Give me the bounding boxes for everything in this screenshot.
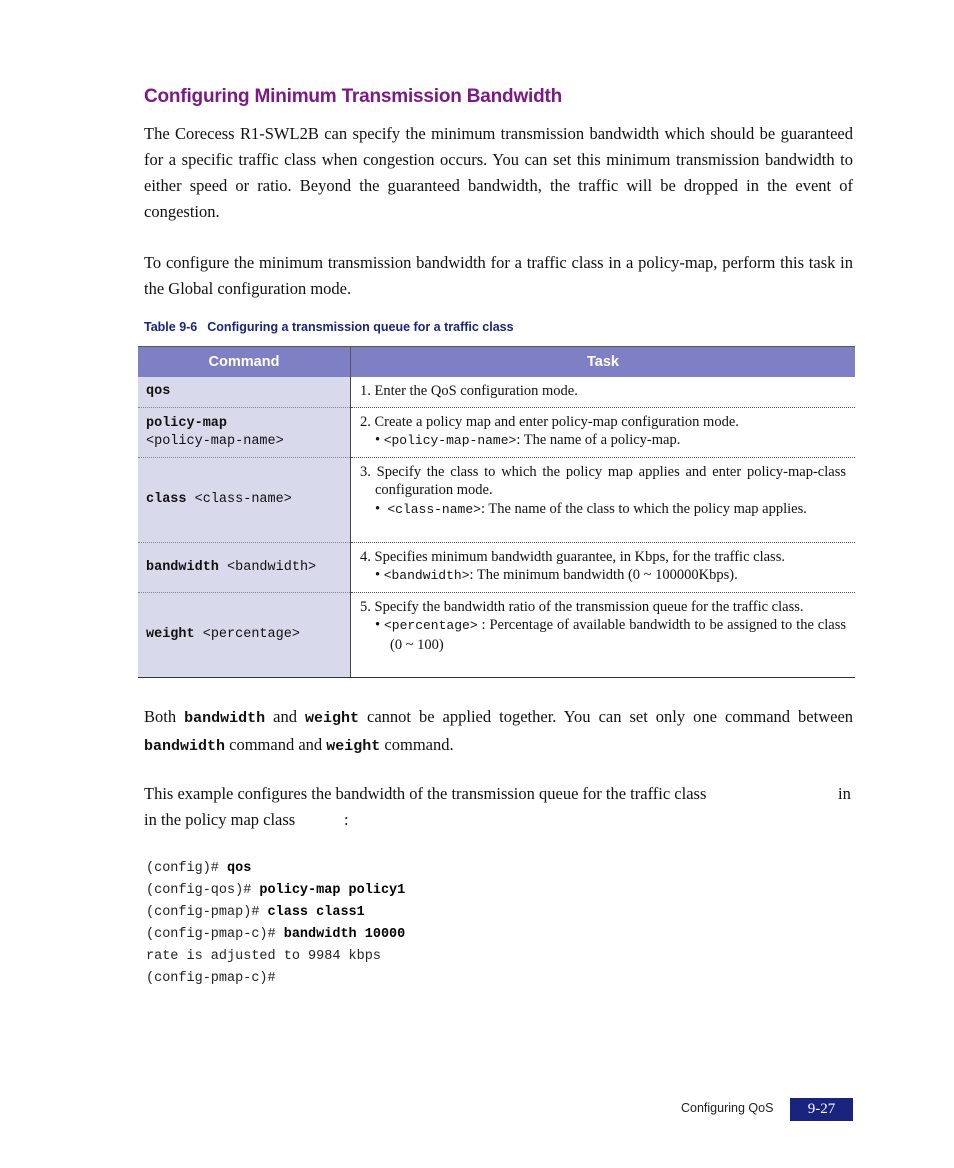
header-command: Command	[138, 347, 351, 378]
code-command: policy-map policy1	[259, 883, 406, 898]
table-row	[138, 377, 855, 407]
page-number: 9-27	[790, 1098, 853, 1121]
note-paragraph	[144, 704, 853, 760]
command-argument: <class-name>	[194, 492, 292, 507]
code-output: rate is adjusted to 9984 kbps	[146, 949, 381, 964]
table-row	[138, 407, 855, 457]
command-cell	[138, 542, 351, 592]
code-line	[146, 924, 405, 946]
command-cell	[138, 457, 351, 542]
task-step: 4. Specifies minimum bandwidth guarantee, in Kbps, for the traffic class.	[360, 548, 785, 565]
code-prompt: (config-pmap-c)#	[146, 971, 276, 986]
code-line	[146, 858, 405, 880]
bullet-text: : The minimum bandwidth (0 ~ 100000Kbps).	[469, 567, 738, 583]
code-example	[146, 858, 405, 990]
command-cell	[138, 407, 351, 457]
note-keyword: bandwidth	[184, 710, 266, 727]
bullet-argument: <percentage>	[384, 618, 478, 633]
table-caption	[144, 320, 514, 334]
bullet-text: : The name of a policy-map.	[516, 432, 681, 448]
example-text: in the policy map class	[144, 810, 296, 829]
bullet-argument: <class-name>	[387, 501, 481, 517]
note-text: command and	[225, 735, 327, 754]
table-row	[138, 542, 855, 592]
command-keyword: class	[146, 492, 187, 507]
table-row	[138, 592, 855, 677]
example-colon: :	[344, 810, 349, 829]
code-line	[146, 968, 405, 990]
section-title: Configuring Minimum Transmission Bandwidth	[144, 86, 563, 107]
example-in: in	[838, 784, 851, 803]
task-step: 1. Enter the QoS configuration mode.	[360, 383, 578, 399]
task-cell	[351, 377, 856, 407]
command-keyword: weight	[146, 627, 195, 642]
bullet-argument: <policy-map-name>	[383, 433, 517, 448]
code-line	[146, 902, 405, 924]
table-caption-number: Table 9-6	[144, 320, 198, 334]
footer-section-label: Configuring QoS	[681, 1101, 774, 1115]
code-command: bandwidth 10000	[283, 927, 406, 942]
header-task: Task	[351, 347, 856, 378]
command-argument: <bandwidth>	[227, 559, 317, 575]
intro-paragraph: The Corecess R1-SWL2B can specify the minimum transmission bandwidth which should be guaranteed for a specific traffic class when congestion occurs. You can set this minimum transmission bandwidth to either speed or ratio. Beyond the guaranteed bandwidth, the traffic will be dropped in the event of congestion.	[144, 124, 853, 221]
command-keyword: qos	[146, 384, 171, 400]
command-keyword: bandwidth	[146, 559, 219, 575]
note-keyword: weight	[326, 738, 381, 755]
task-bullet: • <percentage> : Percentage of available bandwidth to be assigned to the class (0 ~ 100)	[375, 617, 846, 653]
note-text: and	[265, 707, 305, 726]
example-text: This example configures the bandwidth of the transmission queue for the traffic class	[144, 784, 707, 803]
code-command: class class1	[267, 905, 365, 920]
table-header-row	[138, 347, 855, 378]
command-cell	[138, 592, 351, 677]
note-keyword: bandwidth	[144, 738, 226, 755]
code-line	[146, 880, 405, 902]
task-paragraph: To configure the minimum transmission bandwidth for a traffic class in a policy-map, perform this task in the Global configuration mode.	[144, 253, 853, 298]
command-argument: <percentage>	[202, 627, 300, 642]
note-text: cannot be applied together. You can set only one command between	[358, 707, 854, 726]
table-caption-title: Configuring a transmission queue for a traffic class	[207, 320, 514, 334]
command-argument: <policy-map-name>	[146, 433, 284, 449]
task-bullet: • <policy-map-name>: The name of a policy-map.	[375, 432, 681, 448]
command-keyword: policy-map	[146, 415, 228, 431]
bullet-text: : The name of the class to which the policy map applies.	[480, 500, 807, 517]
task-step: 2. Create a policy map and enter policy-map configuration mode.	[360, 413, 739, 430]
note-text: Both	[144, 707, 185, 726]
command-table	[138, 346, 855, 678]
bullet-argument: <bandwidth>	[383, 568, 470, 583]
note-keyword: weight	[304, 710, 359, 727]
task-cell	[351, 457, 856, 542]
code-prompt: (config-pmap-c)#	[146, 927, 284, 942]
code-line	[146, 946, 405, 968]
task-step: 3. Specify the class to which the policy map applies and enter policy-map-class configuration mode.	[360, 463, 846, 498]
task-step: 5. Specify the bandwidth ratio of the transmission queue for the traffic class.	[360, 598, 804, 615]
command-cell	[138, 377, 351, 407]
code-prompt: (config-qos)#	[146, 883, 260, 898]
example-paragraph	[144, 781, 853, 833]
bullet-text: : Percentage of available bandwidth to be assigned to the class (0 ~ 100)	[390, 617, 846, 653]
note-text: command.	[380, 735, 454, 754]
task-cell	[351, 592, 856, 677]
task-bullet: • <class-name>: The name of the class to which the policy map applies.	[375, 500, 807, 517]
code-prompt: (config)#	[146, 861, 228, 876]
code-command: qos	[227, 861, 252, 876]
task-bullet: • <bandwidth>: The minimum bandwidth (0 ~ 100000Kbps).	[375, 567, 738, 583]
table-row	[138, 457, 855, 542]
task-cell	[351, 542, 856, 592]
task-cell	[351, 407, 856, 457]
code-prompt: (config-pmap)#	[146, 905, 268, 920]
